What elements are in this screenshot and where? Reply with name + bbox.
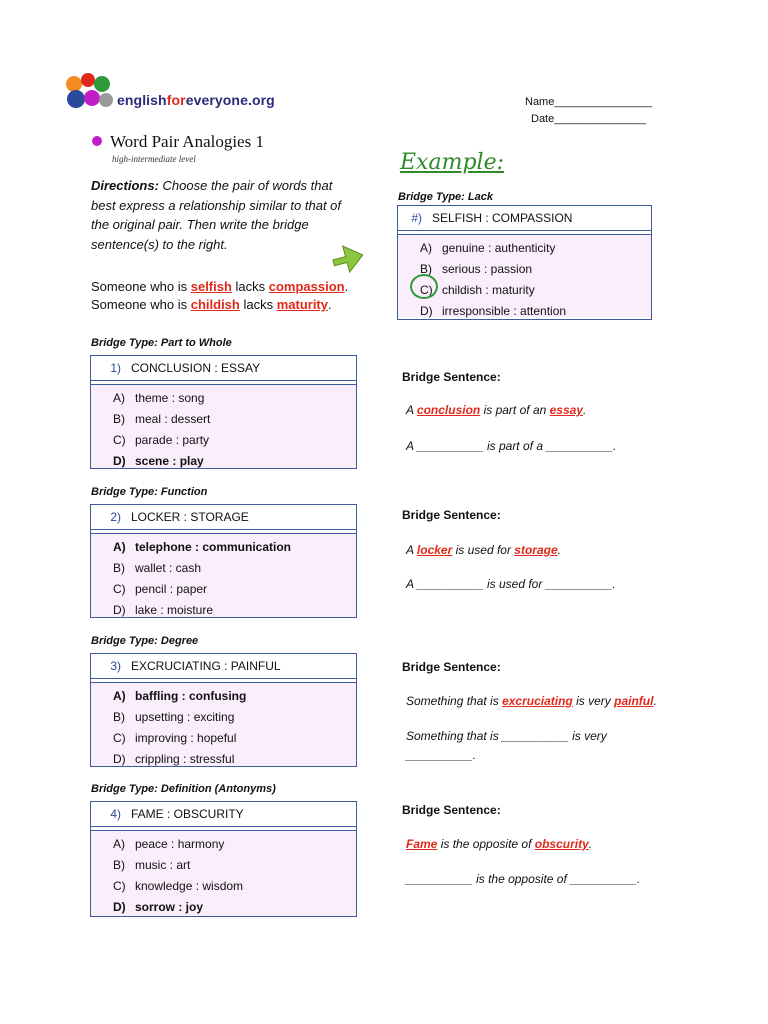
q2-bridge-type: Bridge Type: Function	[91, 486, 208, 498]
directions-lead: Directions:	[91, 178, 159, 193]
q3-option-c[interactable]: C) improving : hopeful	[113, 730, 237, 745]
example-option: A) genuine : authenticity	[420, 240, 556, 255]
logo-part-for: for	[166, 92, 186, 108]
q4-option-a[interactable]: A) peace : harmony	[113, 836, 225, 851]
q3-bridge-type: Bridge Type: Degree	[91, 635, 199, 647]
q3-blank-sentence-cont[interactable]: __________.	[406, 748, 477, 762]
q3-bridge-sentence: Something that is excruciating is very painful.	[406, 694, 657, 708]
example-question-header	[398, 206, 651, 231]
q4-header	[91, 802, 356, 827]
date-field: Date_______________	[531, 113, 647, 125]
q4-pair: FAME : OBSCURITY	[131, 807, 244, 821]
q4-bridge-type: Bridge Type: Definition (Antonyms)	[91, 783, 276, 795]
question-box-1	[90, 355, 357, 469]
q1-option-d[interactable]: D) scene : play	[113, 453, 204, 468]
example-heading: Example:	[400, 150, 504, 175]
bullet-icon	[92, 136, 102, 146]
q2-options	[91, 533, 356, 617]
q1-bridge-sentence: A conclusion is part of an essay.	[406, 403, 587, 417]
q2-blank-sentence[interactable]: A __________ is used for __________.	[406, 577, 616, 591]
q3-option-d[interactable]: D) crippling : stressful	[113, 751, 235, 766]
name-field: Name________________	[525, 96, 653, 108]
q3-number: 3)	[110, 659, 121, 673]
q2-option-d[interactable]: D) lake : moisture	[113, 602, 214, 617]
q2-option-a[interactable]: A) telephone : communication	[113, 539, 292, 554]
logo-part-english: english	[117, 92, 167, 108]
q4-options	[91, 830, 356, 916]
arrow-right-icon	[330, 240, 366, 274]
q2-option-c[interactable]: C) pencil : paper	[113, 581, 208, 596]
q3-option-b[interactable]: B) upsetting : exciting	[113, 709, 235, 724]
q3-header	[91, 654, 356, 679]
q4-option-b[interactable]: B) music : art	[113, 857, 191, 872]
example-question-box	[397, 205, 652, 320]
question-box-3	[90, 653, 357, 767]
q4-option-c[interactable]: C) knowledge : wisdom	[113, 878, 244, 893]
logo-text[interactable]	[117, 92, 275, 108]
q1-option-c[interactable]: C) parade : party	[113, 432, 210, 447]
example-lack-line-2: Someone who is childish lacks maturity.	[91, 297, 332, 312]
q2-bridge-heading: Bridge Sentence:	[402, 508, 501, 522]
level-subtitle: high-intermediate level	[112, 154, 196, 164]
q2-bridge-sentence: A locker is used for storage.	[406, 543, 561, 557]
q3-pair: EXCRUCIATING : PAINFUL	[131, 659, 281, 673]
example-lack-line-1: Someone who is selfish lacks compassion.	[91, 279, 349, 294]
q1-pair: CONCLUSION : ESSAY	[131, 361, 261, 375]
logo-part-everyone: everyone.org	[185, 92, 275, 108]
q4-number: 4)	[110, 807, 121, 821]
q2-number: 2)	[110, 510, 121, 524]
example-option: B) serious : passion	[420, 261, 533, 276]
example-option-selected: C) childish : maturity	[420, 282, 535, 297]
answer-circle-icon	[410, 274, 438, 299]
q3-blank-sentence[interactable]: Something that is __________ is very	[406, 729, 607, 743]
q3-option-a[interactable]: A) baffling : confusing	[113, 688, 247, 703]
logo-graphic	[62, 72, 114, 112]
example-pair: SELFISH : COMPASSION	[432, 211, 573, 225]
q1-bridge-heading: Bridge Sentence:	[402, 370, 501, 384]
example-option: D) irresponsible : attention	[420, 303, 567, 318]
q4-blank-sentence[interactable]: __________ is the opposite of __________.	[406, 872, 641, 886]
directions-text: Choose the pair of words that best express a relationship similar to that of the original pair. Then write the bridge sentence(s) to the right.	[91, 178, 342, 252]
q1-option-a[interactable]: A) theme : song	[113, 390, 205, 405]
q4-bridge-sentence: Fame is the opposite of obscurity.	[406, 837, 593, 851]
q1-option-b[interactable]: B) meal : dessert	[113, 411, 211, 426]
example-options	[398, 234, 651, 317]
q1-number: 1)	[110, 361, 121, 375]
q1-options	[91, 384, 356, 468]
question-box-4	[90, 801, 357, 917]
q3-bridge-heading: Bridge Sentence:	[402, 660, 501, 674]
q2-option-b[interactable]: B) wallet : cash	[113, 560, 202, 575]
q1-blank-sentence[interactable]: A __________ is part of a __________.	[406, 439, 617, 453]
q1-bridge-type: Bridge Type: Part to Whole	[91, 337, 232, 349]
q3-options	[91, 682, 356, 766]
directions	[91, 176, 353, 254]
q4-bridge-heading: Bridge Sentence:	[402, 803, 501, 817]
example-number: #)	[411, 211, 422, 225]
example-bridge-type: Bridge Type: Lack	[398, 191, 493, 203]
q2-pair: LOCKER : STORAGE	[131, 510, 249, 524]
worksheet-title: Word Pair Analogies 1	[110, 132, 264, 151]
question-box-2	[90, 504, 357, 618]
q2-header	[91, 505, 356, 530]
q4-option-d[interactable]: D) sorrow : joy	[113, 899, 204, 914]
q1-header	[91, 356, 356, 381]
